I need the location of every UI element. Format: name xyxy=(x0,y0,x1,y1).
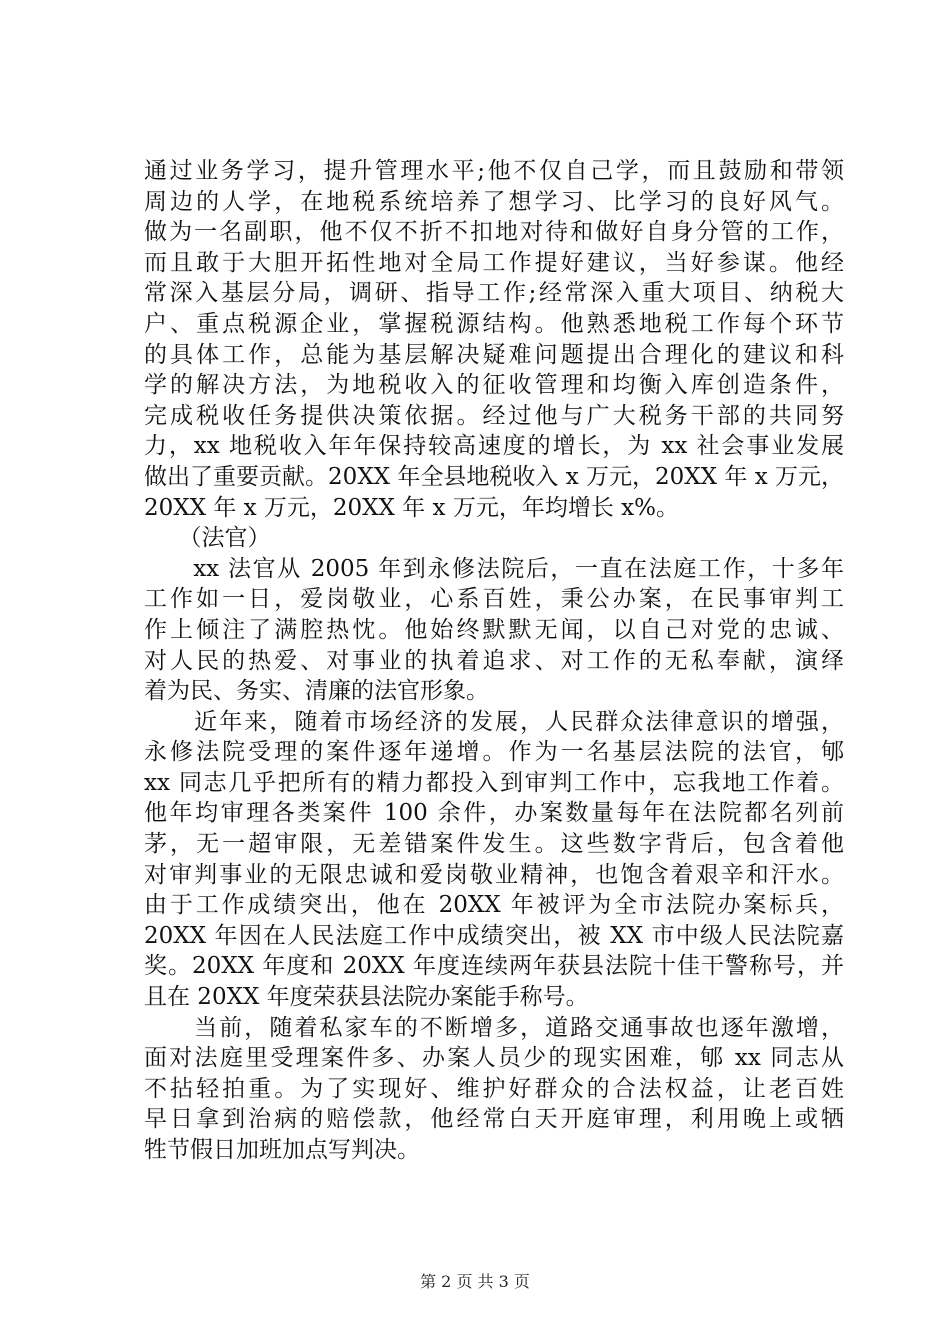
text-line: 且在 20XX 年度荣获县法院办案能手称号。 xyxy=(144,984,589,1011)
text-line: 对审判事业的无限忠诚和爱岗敬业精神，也饱含着艰辛和汗水。 xyxy=(144,861,844,888)
text-line: 完成税收任务提供决策依据。经过他与广大税务干部的共同努 xyxy=(144,402,844,429)
text-line: 20XX 年 x 万元，20XX 年 x 万元，年均增长 x%。 xyxy=(144,494,679,521)
text-line: 着为民、务实、清廉的法官形象。 xyxy=(144,678,489,705)
text-line: 他年均审理各类案件 100 余件，办案数量每年在法院都名列前 xyxy=(144,800,844,827)
text-line: 力，xx 地税收入年年保持较高速度的增长，为 xx 社会事业发展 xyxy=(144,433,844,460)
text-line: 常深入基层分局，调研、指导工作;经常深入重大项目、纳税大 xyxy=(144,280,844,307)
text-line: 户、重点税源企业，掌握税源结构。他熟悉地税工作每个环节 xyxy=(144,310,844,337)
text-line: （法官） xyxy=(144,525,271,552)
text-line: 近年来，随着市场经济的发展，人民群众法律意识的增强， xyxy=(144,708,844,735)
text-line: 茅，无一超审限，无差错案件发生。这些数字背后，包含着他 xyxy=(144,831,844,858)
text-line: 作上倾注了满腔热忱。他始终默默无闻，以自己对党的忠诚、 xyxy=(144,616,844,643)
text-line: 通过业务学习，提升管理水平;他不仅自己学，而且鼓励和带领 xyxy=(144,158,844,184)
text-line: 不拈轻拍重。为了实现好、维护好群众的合法权益，让老百姓 xyxy=(144,1075,844,1102)
text-line: 对人民的热爱、对事业的执着追求、对工作的无私奉献，演绎 xyxy=(144,647,844,674)
text-line: 牲节假日加班加点写判决。 xyxy=(144,1137,420,1163)
text-line: 早日拿到治病的赔偿款，他经常白天开庭审理，利用晚上或牺 xyxy=(144,1106,844,1133)
text-line: 面对法庭里受理案件多、办案人员少的现实困难，郇 xx 同志从 xyxy=(144,1045,844,1072)
text-line: xx 法官从 2005 年到永修法院后，一直在法庭工作，十多年 xyxy=(144,555,844,582)
page-footer: 第 2 页 共 3 页 xyxy=(420,1272,530,1291)
text-line: 工作如一日，爱岗敬业，心系百姓，秉公办案，在民事审判工 xyxy=(144,586,844,613)
text-line: 由于工作成绩突出，他在 20XX 年被评为全市法院办案标兵， xyxy=(144,892,844,919)
text-line: 做为一名副职，他不仅不折不扣地对待和做好自身分管的工作， xyxy=(144,219,844,246)
text-line: 学的解决方法，为地税收入的征收管理和均衡入库创造条件， xyxy=(144,372,844,399)
text-line: 当前，随着私家车的不断增多，道路交通事故也逐年激增， xyxy=(144,1014,844,1041)
text-line: 的具体工作，总能为基层解决疑难问题提出合理化的建议和科 xyxy=(144,341,844,368)
body-text xyxy=(144,156,844,1166)
text-line: xx 同志几乎把所有的精力都投入到审判工作中，忘我地工作着。 xyxy=(144,769,844,796)
text-line: 周边的人学，在地税系统培养了想学习、比学习的良好风气。 xyxy=(144,188,844,215)
text-line: 而且敢于大胆开拓性地对全局工作提好建议，当好参谋。他经 xyxy=(144,249,844,276)
text-line: 20XX 年因在人民法庭工作中成绩突出，被 XX 市中级人民法院嘉 xyxy=(144,922,844,949)
text-line: 奖。20XX 年度和 20XX 年度连续两年获县法院十佳干警称号，并 xyxy=(144,953,844,980)
text-line: 永修法院受理的案件逐年递增。作为一名基层法院的法官，郇 xyxy=(144,739,844,766)
text-line: 做出了重要贡献。20XX 年全县地税收入 x 万元，20XX 年 x 万元， xyxy=(144,463,844,490)
